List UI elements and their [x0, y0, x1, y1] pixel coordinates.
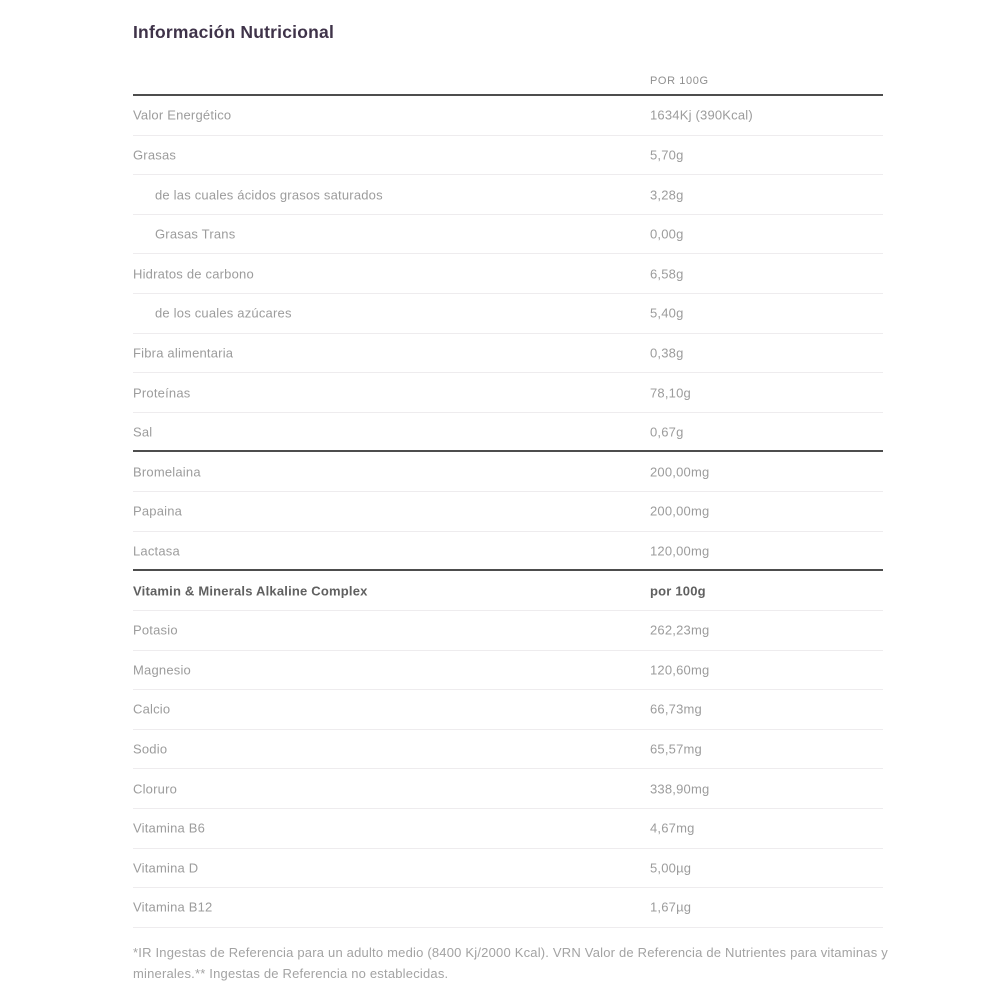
- table-row: [133, 254, 883, 294]
- reference-footnote: *IR Ingestas de Referencia para un adulto medio (8400 Kj/2000 Kcal). VRN Valor de Referencia de Nutrientes para vitaminas y minerales.** Ingestas de Referencia no establecidas.: [133, 944, 888, 981]
- row-label: Hidratos de carbono: [133, 266, 254, 282]
- row-label: Grasas Trans: [155, 226, 236, 242]
- row-label: Potasio: [133, 622, 178, 638]
- table-row: [133, 373, 883, 413]
- row-label: Vitamin & Minerals Alkaline Complex: [133, 583, 368, 599]
- row-value: 0,00g: [650, 226, 684, 242]
- row-value: 66,73mg: [650, 701, 702, 717]
- panel-content: [133, 0, 888, 984]
- row-label: Fibra alimentaria: [133, 345, 234, 361]
- table-row: [133, 215, 883, 255]
- row-value: 3,28g: [650, 187, 684, 203]
- row-label: Sal: [133, 424, 153, 440]
- column-header-per-100g: POR 100G: [650, 75, 709, 87]
- table-row: [133, 849, 883, 889]
- row-label: Valor Energético: [133, 107, 232, 123]
- section-header-row: [133, 571, 883, 611]
- table-header-row: [133, 43, 883, 96]
- row-label: Magnesio: [133, 662, 191, 678]
- row-value: 120,00mg: [650, 543, 710, 558]
- row-value: 1,67µg: [650, 899, 692, 915]
- table-row: [133, 294, 883, 334]
- row-value: 6,58g: [650, 266, 684, 282]
- table-body: [133, 96, 883, 928]
- row-label: de los cuales azúcares: [155, 305, 292, 321]
- table-row: [133, 413, 883, 453]
- table-row: [133, 175, 883, 215]
- row-label: Vitamina B6: [133, 820, 206, 836]
- table-row: [133, 730, 883, 770]
- table-row: [133, 452, 883, 492]
- row-value: 5,70g: [650, 147, 684, 163]
- row-value: 65,57mg: [650, 741, 702, 757]
- table-row: [133, 136, 883, 176]
- row-label: Calcio: [133, 701, 171, 717]
- table-row: [133, 611, 883, 651]
- row-label: Grasas: [133, 147, 177, 163]
- row-value: 1634Kj (390Kcal): [650, 107, 753, 123]
- row-value: 5,40g: [650, 305, 684, 321]
- row-value: 120,60mg: [650, 662, 710, 678]
- table-row: [133, 96, 883, 136]
- table-row: [133, 334, 883, 374]
- row-value: 200,00mg: [650, 464, 710, 480]
- table-row: [133, 809, 883, 849]
- row-value: 4,67mg: [650, 820, 695, 836]
- row-label: Vitamina D: [133, 860, 199, 876]
- table-row: [133, 532, 883, 572]
- row-value: 0,67g: [650, 424, 684, 440]
- table-row: [133, 769, 883, 809]
- row-label: Sodio: [133, 741, 168, 757]
- row-value: 200,00mg: [650, 503, 710, 519]
- row-value: por 100g: [650, 583, 706, 599]
- row-label: Cloruro: [133, 781, 178, 797]
- table-row: [133, 888, 883, 928]
- row-value: 78,10g: [650, 385, 691, 401]
- row-value: 262,23mg: [650, 622, 710, 638]
- row-label: Bromelaina: [133, 464, 201, 480]
- row-value: 5,00µg: [650, 860, 692, 876]
- row-value: 0,38g: [650, 345, 684, 361]
- table-row: [133, 651, 883, 691]
- nutrition-table: [133, 43, 883, 928]
- page-title: Información Nutricional: [133, 22, 335, 42]
- table-row: [133, 492, 883, 532]
- row-label: Vitamina B12: [133, 899, 213, 915]
- row-label: Proteínas: [133, 385, 191, 401]
- row-value: 338,90mg: [650, 781, 710, 797]
- row-label: Papaina: [133, 503, 183, 519]
- row-label: de las cuales ácidos grasos saturados: [155, 187, 383, 203]
- table-row: [133, 690, 883, 730]
- row-label: Lactasa: [133, 543, 180, 558]
